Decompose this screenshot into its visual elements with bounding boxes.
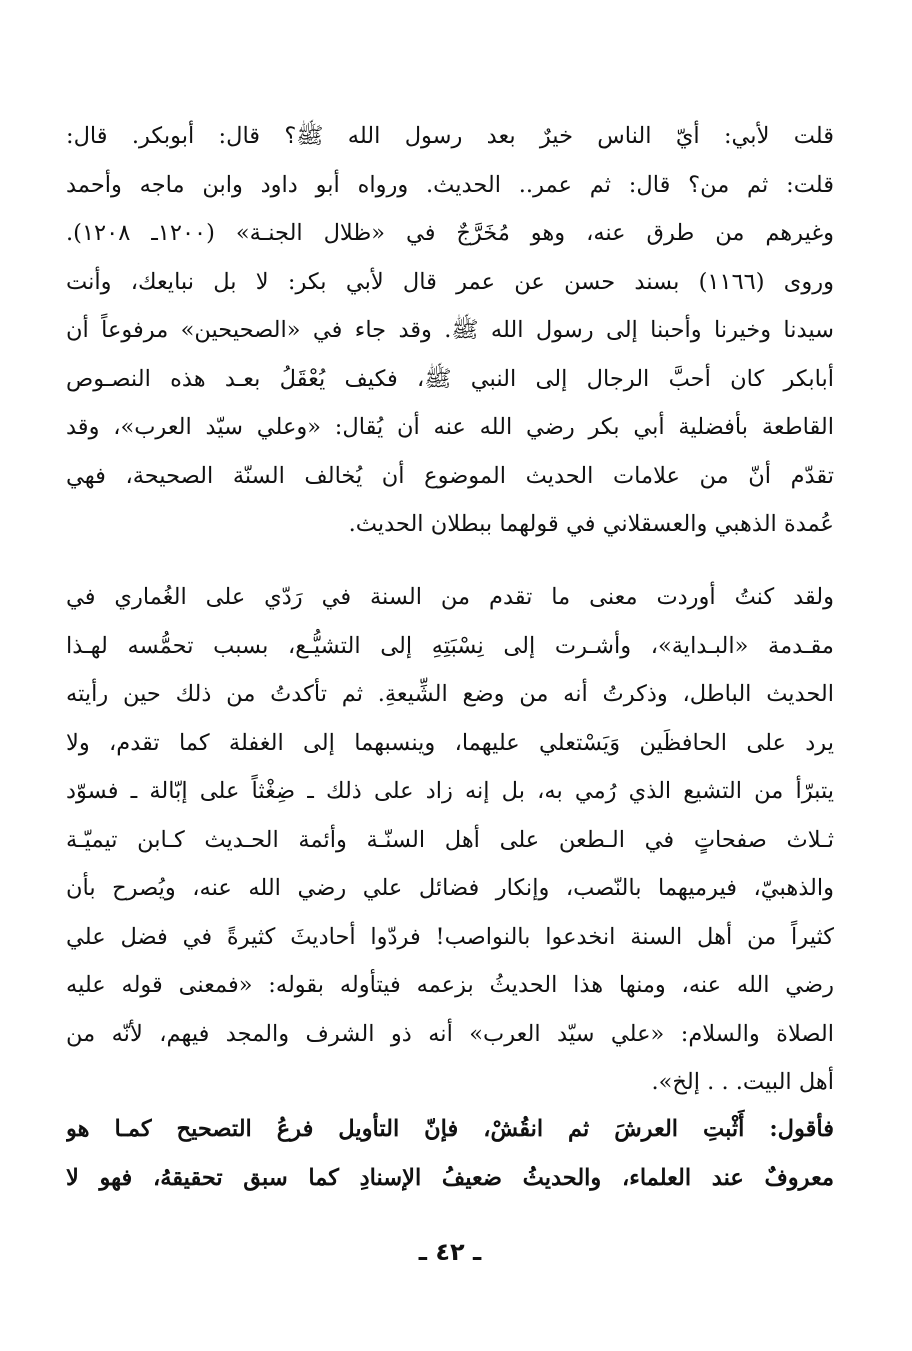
text-line: ولقد كنتُ أوردت معنى ما تقدم من السنة في رَدّي على الغُماري في — [66, 584, 834, 610]
text-line: سيدنا وخيرنا وأحبنا إلى رسول الله ﷺ. وقد جاء في «الصحيحين» مرفوعاً أن — [66, 317, 834, 343]
text-line: كثيراً من أهل السنة انخدعوا بالنواصب! فردّوا أحاديثَ كثيرةً في فضل علي — [66, 923, 834, 950]
book-page — [66, 100, 834, 1330]
text-line: مقـدمة «البـداية»، وأشـرت إلى نِسْبَتِهِ إلى التشيُّـع، بسبب تحمُّسه لهـذا — [66, 632, 834, 659]
text-line: الحديث الباطل، وذكرتُ أنه من وضع الشِّيعةِ. ثم تأكدتُ من ذلك حين رأيته — [66, 681, 834, 707]
text-line: وروى (١١٦٦) بسند حسن عن عمر قال لأبي بكر: لا بل نبايعك، وأنت — [66, 268, 834, 295]
text-line: قلت لأبي: أيّ الناس خيرٌ بعد رسول الله ﷺ؟ قال: أبوبكر. قال: — [66, 123, 834, 149]
paragraph-1 — [66, 112, 834, 549]
page-number: ـ ٤٢ ـ — [418, 1238, 482, 1266]
paragraph-3 — [66, 1105, 834, 1202]
text-line: فأقول: أَثْبتِ العرشَ ثم انقُشْ، فإنّ التأويل فرعُ التصحيح كمـا هو — [66, 1116, 834, 1142]
text-line: والذهبيّ، فيرميهما بالنّصب، وإنكار فضائل علي رضي الله عنه، ويُصرح بأن — [66, 875, 834, 901]
text-line: تقدّم أنّ من علامات الحديث الموضوع أن يُخالف السنّة الصحيحة، فهي — [66, 462, 834, 489]
text-line: الصلاة والسلام: «علي سيّد العرب» أنه ذو الشرف والمجد فيهم، لأنّه من — [66, 1020, 834, 1047]
text-line: وغيرهم من طرق عنه، وهو مُخَرَّجٌ في «ظلال الجنـة» (١٢٠٠ـ ١٢٠٨). — [66, 220, 834, 246]
text-line: رضي الله عنه، ومنها هذا الحديثُ بزعمه فيتأوله بقوله: «فمعنى قوله عليه — [66, 972, 834, 998]
text-line: قلت: ثم من؟ قال: ثم عمر.. الحديث. ورواه أبو داود وابن ماجه وأحمد — [66, 171, 834, 198]
text-line: يتبرّأ من التشيع الذي رُمي به، بل إنه زاد على ذلك ـ ضِغْثاً على إبّالة ـ فسوّد — [66, 778, 834, 804]
text-line: ثـلاث صفحاتٍ في الـطعن على أهل السنّـة وأئمة الحـديث كـابن تيميّـة — [66, 826, 834, 853]
text-line: يرد على الحافظَين وَيَسْتعلي عليهما، وينسبهما إلى الغفلة كما تقدم، ولا — [66, 729, 834, 756]
text-line: أهل البيت. . . إلخ». — [651, 1069, 834, 1095]
text-line: القاطعة بأفضلية أبي بكر رضي الله عنه أن يُقال: «وعلي سيّد العرب»، وقد — [66, 414, 834, 440]
paragraph-2 — [66, 573, 834, 1107]
text-line: عُمدة الذهبي والعسقلاني في قولهما ببطلان الحديث. — [348, 511, 834, 537]
text-line: أبابكر كان أحبَّ الرجال إلى النبي ﷺ، فكيف يُعْقَلُ بعـد هذه النصـوص — [66, 365, 834, 392]
text-line: معروفٌ عند العلماء، والحديثُ ضعيفُ الإسنادِ كما سبق تحقيقهُ، فهو لا — [66, 1164, 834, 1191]
